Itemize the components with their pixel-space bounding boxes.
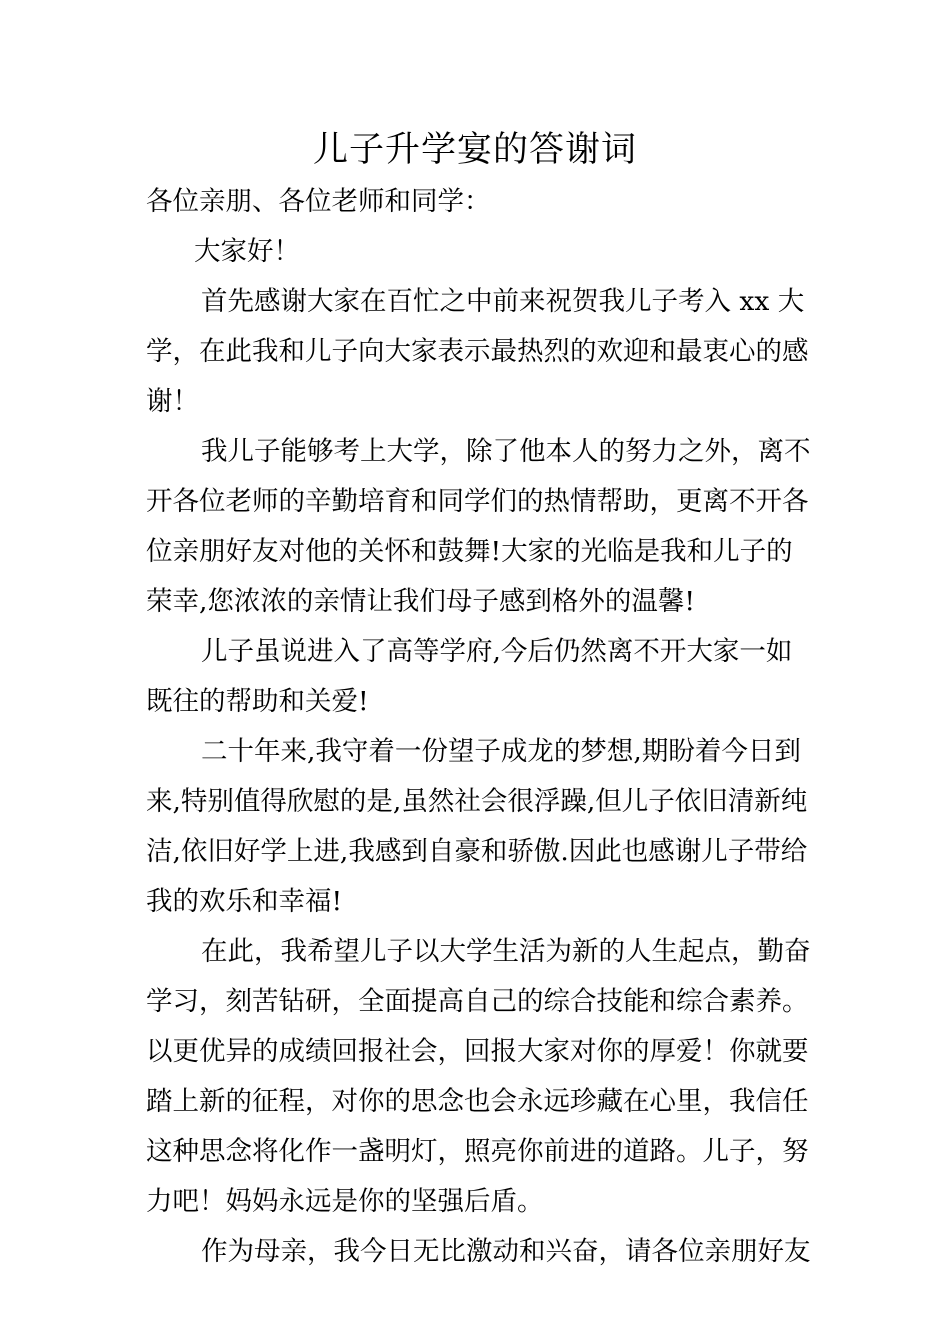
paragraph-5: 在此，我希望儿子以大学生活为新的人生起点，勤奋学习，刻苦钻研，全面提高自己的综合技能和综合素养。以更优异的成绩回报社会，回报大家对你的厚爱！你就要踏上新的征程，对你的思念也会永远珍藏在心里，我信任这种思念将化作一盏明灯，照亮你前进的道路。儿子，努力吧！妈妈永远是你的坚强后盾。	[146, 936, 811, 1217]
salutation: 各位亲朋、各位老师和同学：	[146, 186, 491, 217]
greeting: 大家好！	[194, 236, 300, 267]
paragraph-1: 首先感谢大家在百忙之中前来祝贺我儿子考入 xx 大学，在此我和儿子向大家表示最热烈的欢迎和最衷心的感谢！	[146, 286, 809, 417]
paragraph-4: 二十年来,我守着一份望子成龙的梦想,期盼着今日到来,特别值得欣慰的是,虽然社会很浮躁,但儿子依旧清新纯洁,依旧好学上进,我感到自豪和骄傲.因此也感谢儿子带给我的欢乐和幸福!	[146, 736, 808, 917]
paragraph-3: 儿子虽说进入了高等学府,今后仍然离不开大家一如既往的帮助和关爱!	[146, 636, 793, 717]
paragraph-6: 作为母亲，我今日无比激动和兴奋，请各位亲朋好友	[201, 1236, 811, 1267]
paragraph-2: 我儿子能够考上大学，除了他本人的努力之外，离不开各位老师的辛勤培育和同学们的热情帮助，更离不开各位亲朋好友对他的关怀和鼓舞!大家的光临是我和儿子的荣幸,您浓浓的亲情让我们母子感到格外的温馨!	[146, 436, 811, 617]
document-title: 儿子升学宴的答谢词	[312, 130, 637, 170]
document-body	[146, 177, 816, 1277]
